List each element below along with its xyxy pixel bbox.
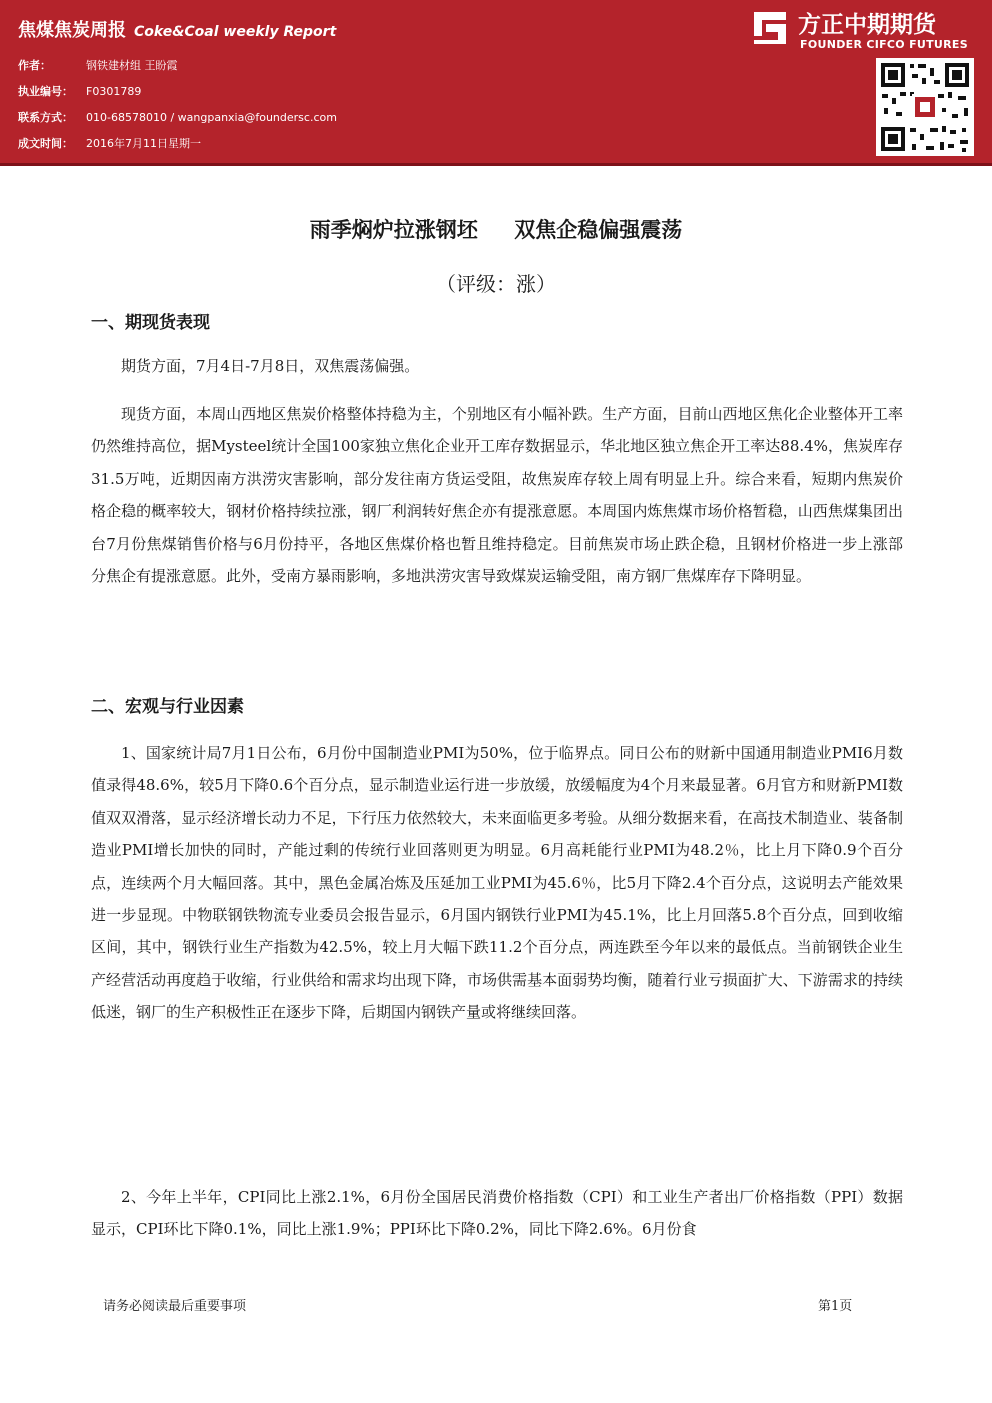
section-heading-macro: 二、宏观与行业因素 bbox=[91, 697, 244, 717]
page-number: 第1页 bbox=[818, 1299, 853, 1314]
meta-contact bbox=[18, 109, 337, 125]
rating-label: （评级：涨） bbox=[436, 272, 556, 296]
meta-author bbox=[18, 57, 178, 73]
paragraph-futures: 期货方面，7月4日-7月8日，双焦震荡偏强。 bbox=[121, 357, 420, 375]
meta-value: 钢铁建材组 王盼霞 bbox=[86, 59, 178, 72]
section-heading-futures: 一、期现货表现 bbox=[91, 313, 210, 333]
report-title-en: Coke&Coal weekly Report bbox=[134, 24, 337, 40]
paragraph-cpi: 2、今年上半年，CPI同比上涨2.1%，6月份全国居民消费价格指数（CPI）和工业生产者出厂价格指数（PPI）数据显示，CPI环比下降0.1%，同比上涨1.9%；PPI环比下降0.2%，同比下降2.6%。6月份食 bbox=[91, 1188, 903, 1239]
footer-notice: 请务必阅读最后重要事项 bbox=[103, 1299, 247, 1314]
brand-name: 方正中期期货 bbox=[798, 12, 936, 38]
qr-code-icon[interactable] bbox=[876, 58, 974, 156]
report-title-cn: 焦煤焦炭周报 bbox=[18, 20, 126, 41]
meta-key: 执业编号： bbox=[18, 85, 73, 98]
meta-license bbox=[18, 83, 141, 99]
brand-name-en: FOUNDER CIFCO FUTURES bbox=[800, 38, 968, 51]
meta-key: 联系方式： bbox=[18, 111, 73, 124]
header-divider bbox=[0, 163, 992, 166]
meta-date bbox=[18, 135, 201, 151]
report-title bbox=[18, 16, 336, 42]
meta-value: 010-68578010 / wangpanxia@foundersc.com bbox=[86, 111, 337, 124]
paragraph-spot: 现货方面，本周山西地区焦炭价格整体持稳为主，个别地区有小幅补跌。生产方面，目前山西地区焦化企业整体开工率仍然维持高位，据Mysteel统计全国100家独立焦化企业开工库存数据显示，华北地区独立焦企开工率达88.4%，焦炭库存31.5万吨，近期因南方洪涝灾害影响，部分发往南方货运受阻，故焦炭库存较上周有明显上升。综合来看，短期内焦炭价格企稳的概率较大，钢材价格持续拉涨，钢厂利润转好焦企亦有提涨意愿。本周国内炼焦煤市场价格暂稳，山西焦煤集团出台7月份焦煤销售价格与6月份持平，各地区焦煤价格也暂且维持稳定。目前焦炭市场止跌企稳，且钢材价格进一步上涨部分焦企有提涨意愿。此外，受南方暴雨影响，多地洪涝灾害导致煤炭运输受阻，南方钢厂焦煤库存下降明显。 bbox=[91, 405, 903, 586]
meta-value: F0301789 bbox=[86, 85, 142, 98]
meta-key: 成文时间： bbox=[18, 137, 73, 150]
meta-value: 2016年7月11日星期一 bbox=[86, 137, 201, 150]
paragraph-pmi: 1、国家统计局7月1日公布，6月份中国制造业PMI为50%，位于临界点。同日公布的财新中国通用制造业PMI6月数值录得48.6%，较5月下降0.6个百分点，显示制造业运行进一步放缓，放缓幅度为4个月来最显著。6月官方和财新PMI数值双双滑落，显示经济增长动力不足，下行压力依然较大，未来面临更多考验。从细分数据来看，在高技术制造业、装备制造业PMI增长加快的同时，产能过剩的传统行业回落则更为明显。6月高耗能行业PMI为48.2％，比上月下降0.9个百分点，连续两个月大幅回落。其中，黑色金属冶炼及压延加工业PMI为45.6％，比5月下降2.4个百分点，这说明去产能效果进一步显现。中物联钢铁物流专业委员会报告显示，6月国内钢铁行业PMI为45.1%，比上月回落5.8个百分点，回到收缩区间，其中，钢铁行业生产指数为42.5%，较上月大幅下跌11.2个百分点，两连跌至今年以来的最低点。当前钢铁企业生产经营活动再度趋于收缩，行业供给和需求均出现下降，市场供需基本面弱势均衡，随着行业亏损面扩大、下游需求的持续低迷，钢厂的生产积极性正在逐步下降，后期国内钢铁产量或将继续回落。 bbox=[91, 744, 903, 1022]
meta-key: 作者： bbox=[18, 59, 51, 72]
founder-logo-icon bbox=[752, 10, 788, 46]
document-title: 雨季焖炉拉涨钢坯 双焦企稳偏强震荡 bbox=[309, 218, 683, 242]
